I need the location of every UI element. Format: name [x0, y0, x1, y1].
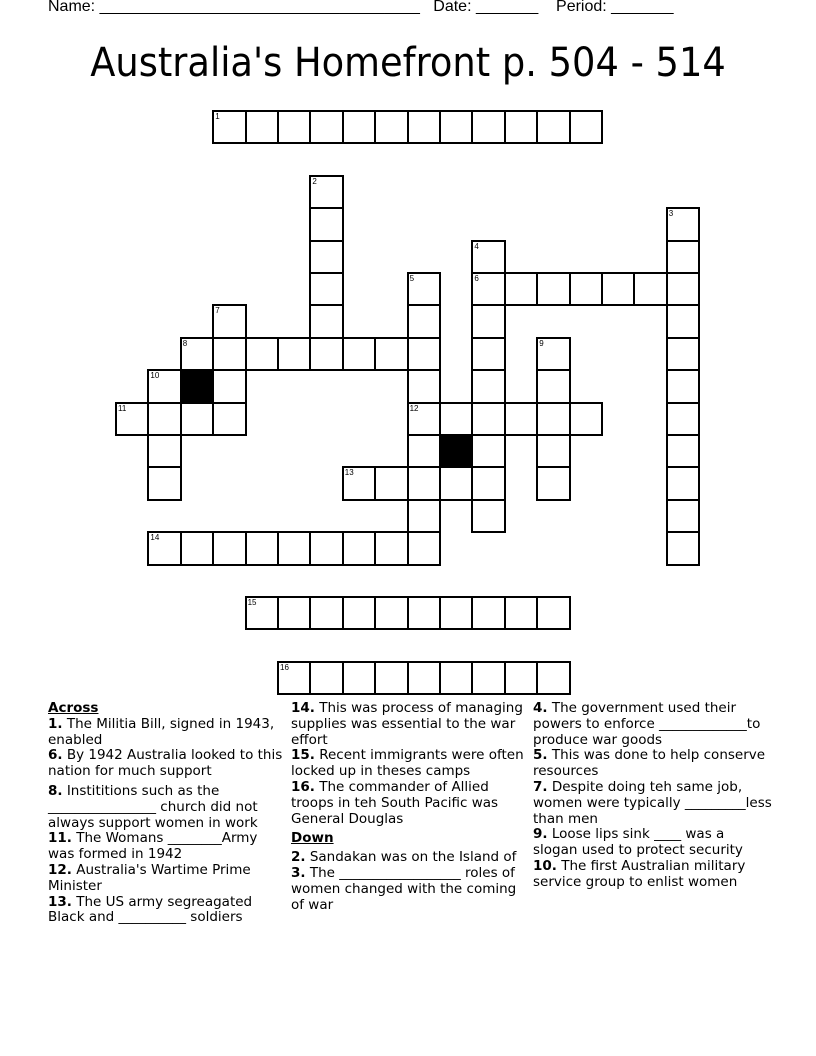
clue-across-11: [48, 831, 283, 863]
grid-cell[interactable]: [278, 532, 310, 564]
grid-cell[interactable]: [408, 597, 440, 629]
grid-cell[interactable]: [537, 370, 569, 402]
grid-cell[interactable]: [148, 403, 180, 435]
grid-cell[interactable]: [505, 403, 537, 435]
grid-cell[interactable]: [213, 305, 245, 337]
grid-cell[interactable]: [310, 532, 342, 564]
grid-cell[interactable]: [408, 305, 440, 337]
grid-cell[interactable]: [246, 338, 278, 370]
clue-across-15: [291, 748, 526, 780]
grid-cell[interactable]: [537, 597, 569, 629]
clue-text: The Womans ________Army was formed in 1942: [48, 830, 258, 863]
grid-cell[interactable]: [505, 597, 537, 629]
grid-cell[interactable]: [375, 532, 407, 564]
grid-cell[interactable]: [343, 338, 375, 370]
grid-cell[interactable]: [440, 467, 472, 499]
cell-number: 7: [215, 306, 220, 316]
grid-cell[interactable]: [246, 532, 278, 564]
clue-text: Recent immigrants were often locked up in theses camps: [291, 747, 524, 780]
grid-cell[interactable]: [181, 403, 213, 435]
clue-across-16: [291, 780, 526, 827]
clue-number: 4.: [533, 700, 548, 716]
grid-cell[interactable]: [343, 597, 375, 629]
grid-cell[interactable]: [375, 467, 407, 499]
clue-number: 10.: [533, 857, 557, 874]
grid-cell[interactable]: [472, 111, 504, 143]
clue-down-4: [533, 701, 773, 748]
grid-cell[interactable]: [375, 111, 407, 143]
clue-across-1: [48, 717, 283, 749]
grid-cell[interactable]: [440, 597, 472, 629]
grid-cell[interactable]: [310, 597, 342, 629]
clue-across-13: [48, 895, 283, 927]
clue-text: Despite doing teh same job, women were typically _________less than men: [533, 778, 772, 827]
clue-number: 14.: [291, 700, 315, 716]
grid-cell[interactable]: [472, 500, 504, 532]
clue-down-3: [291, 866, 526, 913]
clue-number: 9.: [533, 826, 548, 843]
clue-number: 8.: [48, 782, 63, 799]
cell-number: 10: [150, 371, 160, 381]
clue-text: Instititions such as the ________________ church did not always support women in work: [48, 782, 258, 831]
grid-cell[interactable]: [343, 111, 375, 143]
cell-number: 3: [668, 209, 674, 219]
grid-cell[interactable]: [667, 500, 699, 532]
clue-across-14: [291, 701, 526, 748]
grid-cell[interactable]: [310, 338, 342, 370]
grid-cell[interactable]: [148, 435, 180, 467]
page-title: Australia's Homefront p. 504 - 514: [90, 40, 726, 86]
cell-number: 12: [409, 403, 419, 413]
clue-text: The __________________ roles of women changed with the coming of war: [291, 864, 517, 913]
grid-cell[interactable]: [537, 662, 569, 694]
grid-cell[interactable]: [213, 338, 245, 370]
student-info-header: [48, 0, 673, 16]
clue-number: 13.: [48, 893, 72, 910]
grid-cell[interactable]: [667, 305, 699, 337]
clue-down-2: [291, 850, 526, 866]
grid-cell[interactable]: [310, 208, 342, 240]
grid-cell[interactable]: [375, 338, 407, 370]
grid-cell[interactable]: [667, 273, 699, 305]
clue-number: 2.: [291, 849, 306, 866]
grid-cell[interactable]: [537, 435, 569, 467]
clues-column-2: [291, 701, 526, 913]
grid-cell[interactable]: [472, 273, 504, 305]
grid-cell[interactable]: [537, 403, 569, 435]
grid-cell[interactable]: [246, 111, 278, 143]
grid-cell[interactable]: [634, 273, 666, 305]
period-field[interactable]: Period: _______: [556, 0, 674, 15]
grid-cell[interactable]: [343, 467, 375, 499]
grid-cell[interactable]: [310, 662, 342, 694]
across-heading: Across: [48, 700, 99, 716]
clue-text: Australia's Wartime Prime Minister: [48, 861, 251, 894]
clue-down-9: [533, 827, 773, 859]
grid-cell[interactable]: [667, 338, 699, 370]
grid-cell[interactable]: [213, 111, 245, 143]
grid-cell[interactable]: [667, 208, 699, 240]
cell-number: 15: [247, 598, 257, 607]
cell-number: 4: [474, 241, 479, 251]
clue-number: 7.: [533, 778, 548, 795]
clue-across-6: [48, 748, 283, 780]
cell-number: 14: [150, 533, 160, 543]
grid-cell[interactable]: [408, 338, 440, 370]
grid-block: [181, 370, 213, 402]
grid-cell[interactable]: [667, 532, 699, 564]
cell-number: 11: [118, 403, 127, 413]
grid-cell[interactable]: [472, 305, 504, 337]
grid-cell[interactable]: [667, 403, 699, 435]
grid-cell[interactable]: [537, 467, 569, 499]
grid-cell[interactable]: [602, 273, 634, 305]
grid-cell[interactable]: [537, 273, 569, 305]
grid-cell[interactable]: [408, 500, 440, 532]
grid-cell[interactable]: [181, 338, 213, 370]
grid-cell[interactable]: [278, 662, 310, 694]
grid-cell[interactable]: [505, 111, 537, 143]
grid-cell[interactable]: [375, 597, 407, 629]
grid-cell[interactable]: [440, 403, 472, 435]
clues-column-1: [48, 701, 283, 926]
clues-column-3: [533, 701, 773, 891]
grid-block: [440, 435, 472, 467]
grid-cell[interactable]: [570, 111, 602, 143]
clue-number: 11.: [48, 830, 72, 847]
clue-text: This was process of managing supplies was essential to the war effort: [291, 700, 523, 748]
grid-cell[interactable]: [213, 370, 245, 402]
grid-cell[interactable]: [667, 435, 699, 467]
grid-cell[interactable]: [408, 273, 440, 305]
grid-cell[interactable]: [570, 273, 602, 305]
grid-cell[interactable]: [472, 370, 504, 402]
cell-number: 6: [474, 274, 479, 283]
grid-cell[interactable]: [148, 532, 180, 564]
grid-cell[interactable]: [505, 662, 537, 694]
grid-cell[interactable]: [667, 467, 699, 499]
clue-text: The government used their powers to enforce _____________to produce war goods: [533, 700, 761, 748]
grid-cell[interactable]: [116, 403, 148, 435]
cell-number: 1: [215, 112, 220, 121]
cell-number: 2: [312, 176, 317, 186]
clue-number: 6.: [48, 747, 63, 764]
grid-cell[interactable]: [408, 467, 440, 499]
clue-down-5: [533, 748, 773, 780]
clue-text: The commander of Allied troops in teh South Pacific was General Douglas: [291, 778, 499, 827]
grid-cell[interactable]: [537, 338, 569, 370]
grid-cell[interactable]: [440, 662, 472, 694]
clue-down-10: [533, 859, 773, 891]
cell-number: 16: [280, 662, 289, 672]
name-field[interactable]: Name: ____________________________________: [48, 0, 420, 15]
grid-cell[interactable]: [408, 662, 440, 694]
grid-cell[interactable]: [310, 305, 342, 337]
grid-cell[interactable]: [148, 370, 180, 402]
grid-cell[interactable]: [505, 273, 537, 305]
grid-cell[interactable]: [310, 111, 342, 143]
grid-cell[interactable]: [667, 370, 699, 402]
grid-cell[interactable]: [278, 597, 310, 629]
clue-text: The US army segreagated Black and __________ soldiers: [48, 893, 253, 926]
grid-cell[interactable]: [278, 338, 310, 370]
clue-number: 3.: [291, 864, 306, 881]
clue-text: Sandakan was on the Island of: [305, 849, 517, 866]
grid-cell[interactable]: [148, 467, 180, 499]
clue-number: 15.: [291, 747, 315, 764]
date-field[interactable]: Date: _______: [433, 0, 539, 15]
clue-text: The first Australian military service group to enlist women: [533, 857, 746, 890]
grid-cell[interactable]: [181, 532, 213, 564]
clue-number: 12.: [48, 861, 72, 878]
grid-cell[interactable]: [310, 241, 342, 273]
clue-number: 5.: [533, 747, 548, 764]
grid-cell[interactable]: [408, 370, 440, 402]
grid-cell[interactable]: [375, 662, 407, 694]
grid-cell[interactable]: [213, 403, 245, 435]
grid-cell[interactable]: [472, 435, 504, 467]
grid-cell[interactable]: [408, 435, 440, 467]
cell-number: 5: [409, 274, 415, 283]
grid-cell[interactable]: [472, 403, 504, 435]
clue-text: By 1942 Australia looked to this nation for much support: [48, 747, 283, 780]
grid-cell[interactable]: [213, 532, 245, 564]
down-heading: Down: [291, 830, 334, 847]
grid-cell[interactable]: [408, 532, 440, 564]
grid-cell[interactable]: [667, 241, 699, 273]
grid-cell[interactable]: [472, 338, 504, 370]
cell-number: 13: [344, 468, 354, 478]
grid-cell[interactable]: [537, 111, 569, 143]
grid-cell[interactable]: [343, 532, 375, 564]
cell-number: 9: [539, 338, 544, 348]
grid-cell[interactable]: [343, 662, 375, 694]
clue-across-12: [48, 863, 283, 895]
grid-cell[interactable]: [408, 403, 440, 435]
clue-number: 1.: [48, 715, 63, 732]
clue-text: This was done to help conserve resources: [533, 747, 766, 780]
grid-cell[interactable]: [472, 241, 504, 273]
grid-cell[interactable]: [310, 273, 342, 305]
grid-cell[interactable]: [472, 662, 504, 694]
clue-text: Loose lips sink ____ was a slogan used to protect security: [533, 826, 743, 859]
grid-cell[interactable]: [310, 176, 342, 208]
grid-cell[interactable]: [472, 597, 504, 629]
grid-cell[interactable]: [440, 111, 472, 143]
grid-cell[interactable]: [570, 403, 602, 435]
clue-across-8: [48, 784, 283, 831]
grid-cell[interactable]: [472, 467, 504, 499]
clue-number: 16.: [291, 778, 315, 795]
clue-down-7: [533, 780, 773, 827]
grid-cell[interactable]: [408, 111, 440, 143]
cell-number: 8: [182, 338, 188, 348]
clue-text: The Militia Bill, signed in 1943, enabled: [48, 715, 275, 748]
grid-cell[interactable]: [246, 597, 278, 629]
grid-cell[interactable]: [278, 111, 310, 143]
